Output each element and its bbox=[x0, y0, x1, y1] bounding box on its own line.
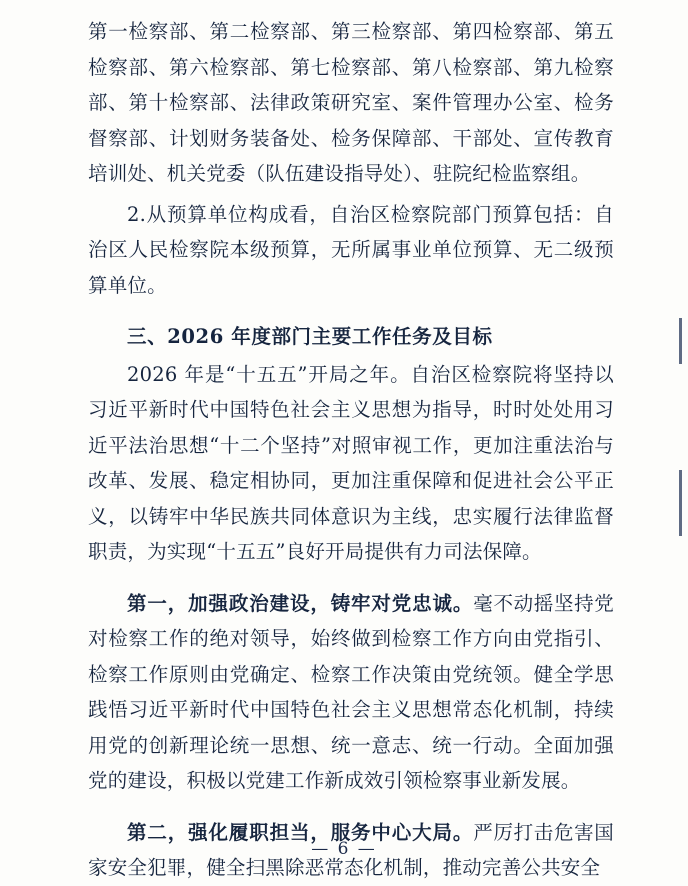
paragraph-budget-units: 2.从预算单位构成看，自治区检察院部门预算包括：自治区人民检察院本级预算，无所属事业单位预算、无二级预算单位。 bbox=[88, 202, 614, 297]
paragraph-first-task-lead: 第一，加强政治建设，铸牢对党忠诚。 bbox=[127, 591, 474, 615]
section-heading-three: 三、2026 年度部门主要工作任务及目标 bbox=[127, 325, 493, 348]
paragraph-second-task-lead: 第二，强化履职担当，服务中心大局。 bbox=[127, 820, 474, 844]
paragraph-first-task bbox=[88, 586, 614, 799]
page-edge-mark-upper bbox=[679, 318, 682, 364]
page-number: — 6 — bbox=[311, 839, 377, 859]
page-edge-mark-lower bbox=[679, 470, 682, 536]
paragraph-first-task-text: 毫不动摇坚持党对检察工作的绝对领导，始终做到检察工作方向由党指引、检察工作原则由党确定、检察工作决策由党统领。健全学思践悟习近平新时代中国特色社会主义思想常态化机制，持续用党的创新理论统一思想、统一意志、统一行动。全面加强党的建设，积极以党建工作新成效引领检察事业新发展。 bbox=[88, 591, 614, 792]
paragraph-second-task-text: 严厉打击危害国家安全犯罪，健全扫黑除恶常态化机制，推动完善公共安全 bbox=[88, 820, 614, 879]
document-body bbox=[88, 14, 614, 886]
paragraph-2026-opening: 2026 年是“十五五”开局之年。自治区检察院将坚持以习近平新时代中国特色社会主义思想为指导，时时处处用习近平法治思想“十二个坚持”对照审视工作，更加注重法治与改革、发展、稳定相协同，更加注重保障和促进社会公平正义，以铸牢中华民族共同体意识为主线，忠实履行法律监督职责，为实现“十五五”良好开局提供有力司法保障。 bbox=[88, 362, 614, 563]
paragraph-departments: 第一检察部、第二检察部、第三检察部、第四检察部、第五检察部、第六检察部、第七检察部、第八检察部、第九检察部、第十检察部、法律政策研究室、案件管理办公室、检务督察部、计划财务装备处、检务保障部、干部处、宣传教育培训处、机关党委（队伍建设指导处）、驻院纪检监察组。 bbox=[88, 20, 614, 185]
